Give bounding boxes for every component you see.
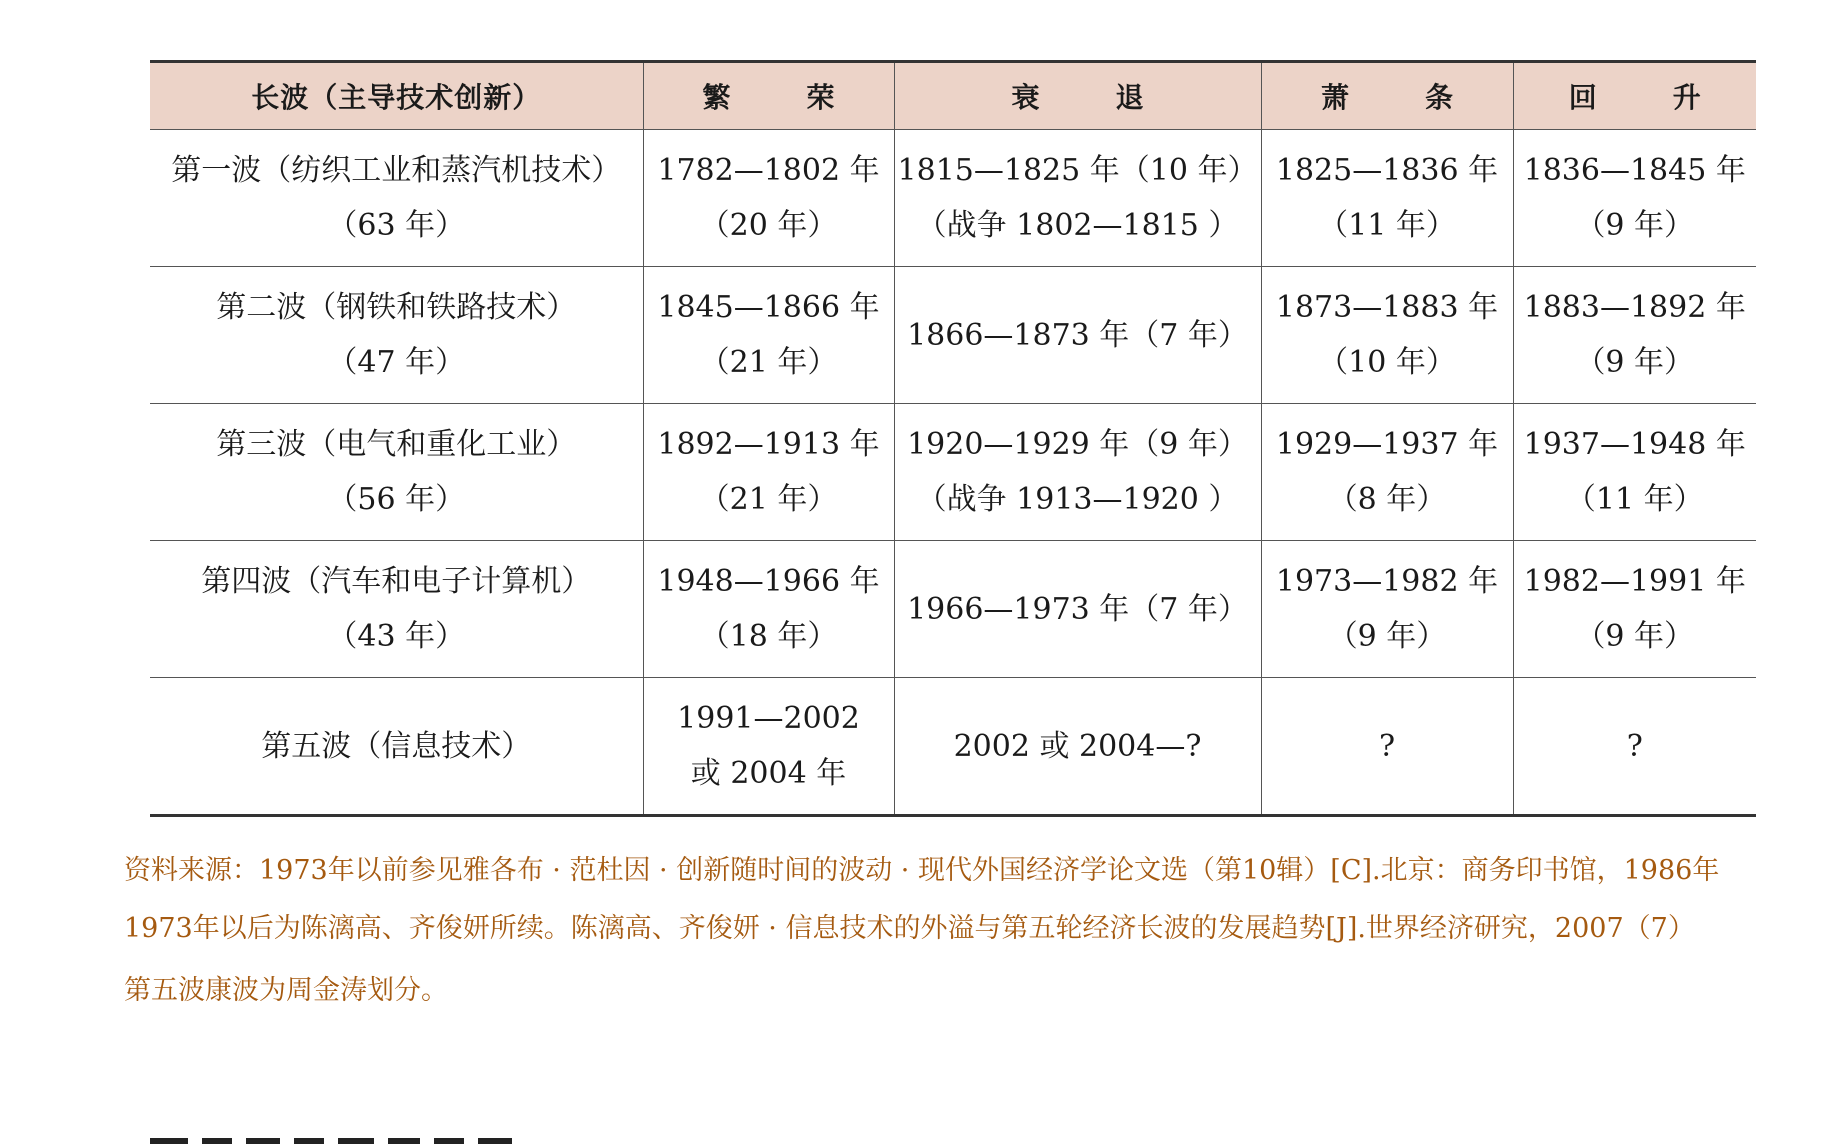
cell-line: 1892—1913 年 <box>657 427 880 462</box>
cell-depression <box>1261 404 1513 541</box>
cell-line: （9 年） <box>1327 619 1447 654</box>
source-note-1: 资料来源：1973年以前参见雅各布 · 范杜因 · 创新随时间的波动 · 现代外国经济学论文选（第10辑）[C].北京：商务印书馆，1986年 <box>124 855 1720 886</box>
cell-line: 1982—1991 年 <box>1523 564 1746 599</box>
cut-off-heading-fragment <box>150 1128 570 1144</box>
cell-wave <box>150 267 643 404</box>
cell-line: （10 年） <box>1318 345 1456 380</box>
cell-prosperity <box>643 678 894 816</box>
header-long-wave: 长波（主导技术创新） <box>150 62 643 130</box>
table-row <box>150 130 1756 267</box>
cell-line: 1836—1845 年 <box>1523 153 1746 188</box>
cell-prosperity <box>643 541 894 678</box>
cell-line: 1991—2002 <box>677 701 860 736</box>
cell-line: （21 年） <box>699 482 838 517</box>
cell-recession <box>894 130 1261 267</box>
cell-recovery <box>1513 404 1756 541</box>
cell-line: 第四波（汽车和电子计算机） <box>201 564 592 599</box>
source-note-3: 第五波康波为周金涛划分。 <box>124 975 448 1006</box>
cell-wave <box>150 130 643 267</box>
header-depression: 萧 条 <box>1261 62 1513 130</box>
cell-recession <box>894 678 1261 816</box>
cell-line: （56 年） <box>327 482 466 517</box>
cell-line: 或 2004 年 <box>690 756 847 791</box>
table-row <box>150 541 1756 678</box>
cell-line: ? <box>1378 728 1396 764</box>
cell-recession <box>894 541 1261 678</box>
cell-recession <box>894 267 1261 404</box>
cell-depression <box>1261 541 1513 678</box>
cell-line: （47 年） <box>327 345 466 380</box>
cell-line: （9 年） <box>1575 345 1695 380</box>
cell-line: ? <box>1626 728 1643 764</box>
cell-line: 1920—1929 年（9 年） <box>907 427 1248 462</box>
cell-line: 1845—1866 年 <box>657 290 880 325</box>
cell-recovery <box>1513 130 1756 267</box>
cell-line: 1883—1892 年 <box>1523 290 1746 325</box>
cell-line: 1866—1873 年（7 年） <box>907 317 1248 353</box>
table-row <box>150 267 1756 404</box>
cell-line: 第五波（信息技术） <box>261 728 532 764</box>
table-row <box>150 404 1756 541</box>
cell-line: 第一波（纺织工业和蒸汽机技术） <box>171 153 622 188</box>
cell-line: （21 年） <box>699 345 838 380</box>
cell-line: 1937—1948 年 <box>1523 427 1746 462</box>
cell-line: （8 年） <box>1327 482 1447 517</box>
cell-line: （20 年） <box>699 208 838 243</box>
cell-line: （11 年） <box>1565 482 1704 517</box>
cell-prosperity <box>643 130 894 267</box>
cell-recovery <box>1513 678 1756 816</box>
header-recovery: 回 升 <box>1513 62 1756 130</box>
header-recession: 衰 退 <box>894 62 1261 130</box>
table-row <box>150 678 1756 816</box>
cell-wave <box>150 541 643 678</box>
cell-wave <box>150 404 643 541</box>
header-prosperity: 繁 荣 <box>643 62 894 130</box>
cell-prosperity <box>643 404 894 541</box>
cell-line: 1825—1836 年 <box>1275 153 1499 188</box>
cell-recovery <box>1513 267 1756 404</box>
source-note-2: 1973年以后为陈漓高、齐俊妍所续。陈漓高、齐俊妍 · 信息技术的外溢与第五轮经济长波的发展趋势[J].世界经济研究，2007（7） <box>124 913 1695 944</box>
cell-line: （18 年） <box>699 619 838 654</box>
cell-line: 第三波（电气和重化工业） <box>216 427 577 462</box>
cell-line: （63 年） <box>327 208 466 243</box>
cell-recession <box>894 404 1261 541</box>
cell-line: 1966—1973 年（7 年） <box>907 591 1248 627</box>
cell-line: 1873—1883 年 <box>1275 290 1499 325</box>
cell-line: （战争 1802—1815 ） <box>916 208 1239 243</box>
cell-line: 1782—1802 年 <box>657 153 880 188</box>
cell-prosperity <box>643 267 894 404</box>
cell-line: （9 年） <box>1575 208 1695 243</box>
cell-line: （11 年） <box>1318 208 1456 243</box>
cell-line: （战争 1913—1920 ） <box>916 482 1239 517</box>
cell-recovery <box>1513 541 1756 678</box>
cell-line: 1948—1966 年 <box>657 564 880 599</box>
cell-line: 2002 或 2004—? <box>953 728 1202 764</box>
cell-depression <box>1261 267 1513 404</box>
cell-line: （43 年） <box>327 619 466 654</box>
cell-wave <box>150 678 643 816</box>
cell-depression <box>1261 130 1513 267</box>
cell-line: 第二波（钢铁和铁路技术） <box>216 290 577 325</box>
cell-line: 1973—1982 年 <box>1275 564 1499 599</box>
long-wave-table <box>150 60 1756 817</box>
cell-depression <box>1261 678 1513 816</box>
source-notes <box>62 846 1758 1016</box>
cell-line: 1815—1825 年（10 年） <box>897 153 1258 188</box>
table-header-row <box>150 62 1756 130</box>
cell-line: （9 年） <box>1575 619 1695 654</box>
cell-line: 1929—1937 年 <box>1275 427 1499 462</box>
